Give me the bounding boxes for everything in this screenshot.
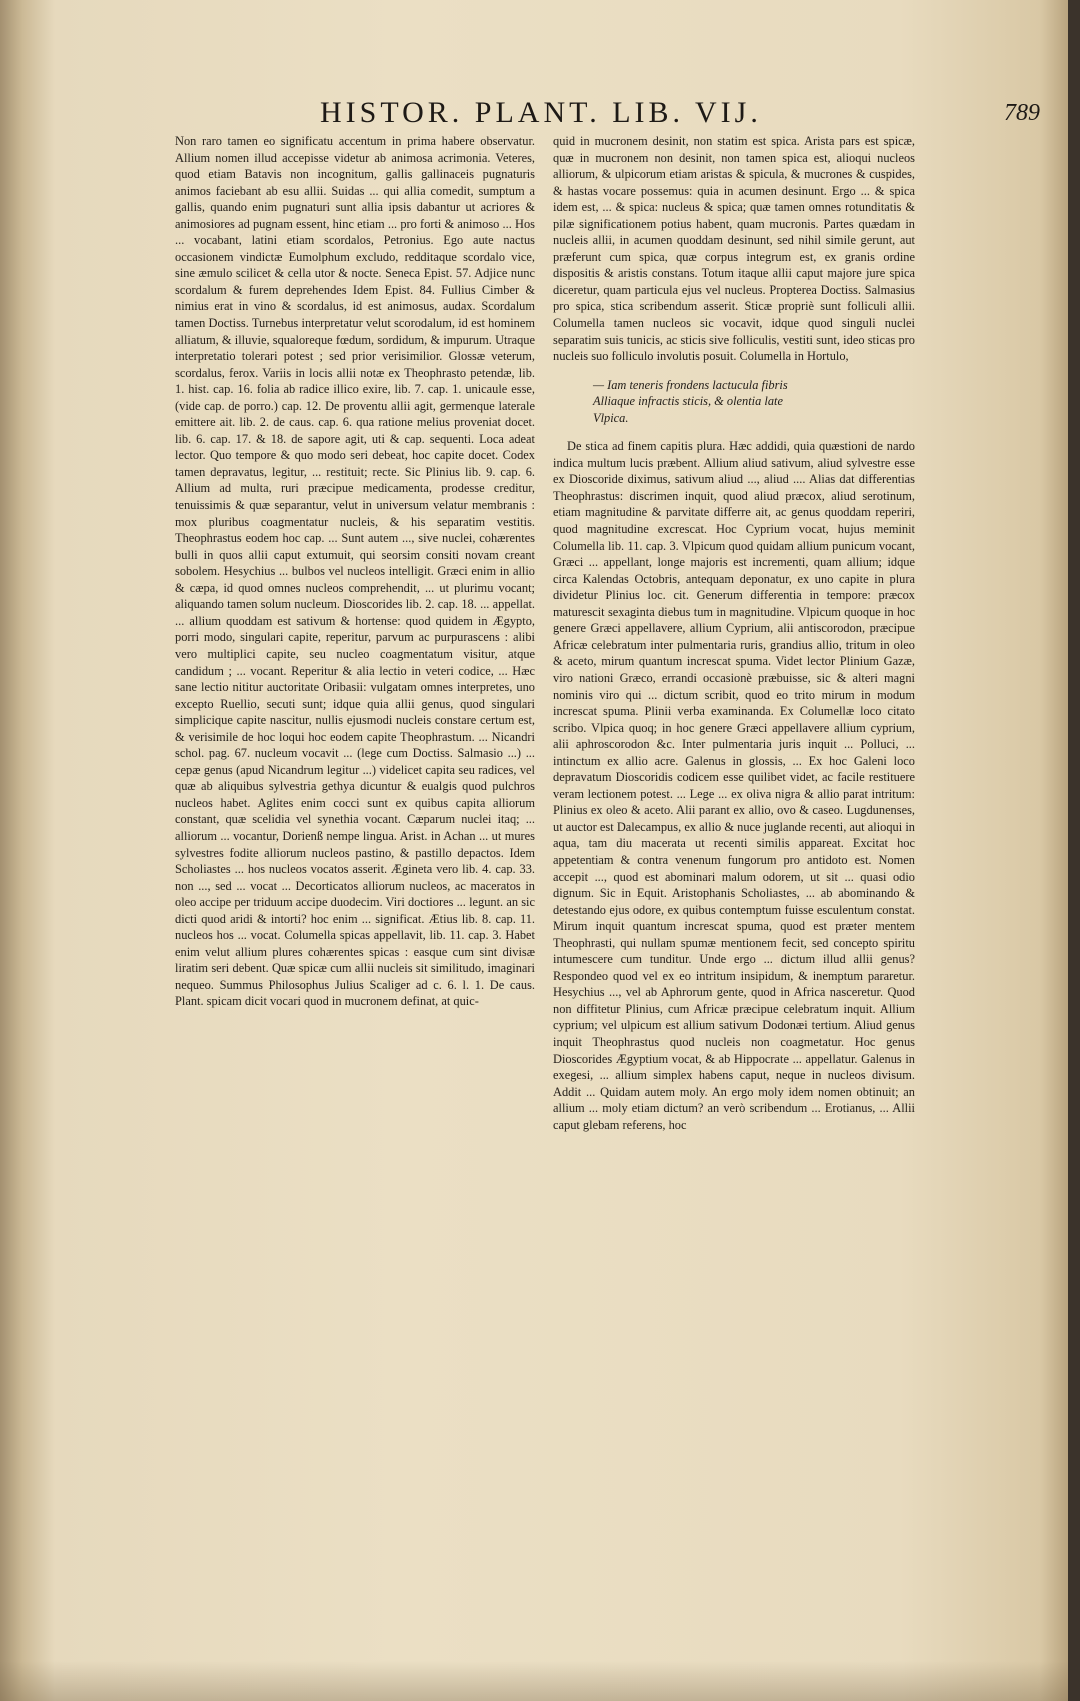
right-paragraph-2: De stica ad finem capitis plura. Hæc addidi, quia quæstioni de nardo indica multum lucis præbent. Allium aliud sativum, aliud sylvestre esse ex Dioscoride diximus, sativum aliud ..., aliud .... Alias dat differentias Theophrastus: discrimen inquit, quod aliud præcox, aliud serotinum, etiam magnitudine & parvitate differre ait, ac genus quoddam reperiri, quod magnitudine excrescat. Hoc Cyprium vocat, hujus meminit Columella lib. 11. cap. 3. Vlpicum quod quidam allium punicum vocant, Græci ... appellant, longe majoris est incrementi, quam allium; idque circa Kalendas Octobris, antequam deponatur, ex uno capite in plura dividetur Plinius loc. cit. Generum differentia in tempore: præcox maturescit sexaginta diebus tum in magnitudine. Vlpicum quoque in hoc genere Græci appellavere, allium Cyprium, alii antiscorodon, præcipue Africæ celebratum inter pulmentaria ruris, grandius allio, tritum in oleo & aceto, mirum quantum increscat spuma. Videt lector Plinium Gazæ, viro nationi Græco, errandi occasionè præbuisse, sic & alteri magni nominis viro qui ... dictum scribit, quod eo trito mirum in modum increscat spuma. Plinii verba examinanda. Ex Columellæ loco citato scribo. Vlpica quoq; in hoc genere Græci appellavere allium cyprium, alii aphroscorodon &c. Inter pulmentaria juris inquit ... Polluci, ... intinctum ex allio acre. Galenus in glossis, ... Ex hoc Galeni loco depravatum Dioscoridis codicem esse quilibet videt, ac facile restituere veram lectionem potest. ... Lege ... ex oliva nigra & allio parat intritum: Plinius ex oleo & aceto. Alii parant ex allio, ovo & caseo. Lugdunenses, ut auctor est Dalecampus, ex allio & nuce juglande recenti, aut alioqui in aqua, tam diu macerata ut recenti similis appareat. Excitat hoc appetentiam & contra venenum fungorum pro antidoto est. Nomen accepit ..., quod est abominari malum odorem, ut sit ... quasi odio dignum. Sic in Equit. Aristophanis Scholiastes, ... ab abominando & detestando ejus odore, ex quibus contemptum fuisse esculentum constat. Mirum inquit quantum increscat spuma, quod est præter mentem Theophrasti, qui nullam spumæ mentionem fecit, sed concepto spiritu intumescere cum tunditur. Unde ergo ... dictum illud allii genus? Respondeo quod vel ex eo intritum insipidum, & inemptum pararetur. Hesychius ..., vel ab Aphrorum gente, quod in Africa nasceretur. Quod non diffitetur Plinius, cum Africæ præcipue celebratum inquit. Allium cyprium; vel ulpicum est allium sativum Dodonæi tertium. Aliud genus inquit Theophrastus quod nucleis non coagmetatur. Hoc genus Dioscorides Ægyptium vocat, & ab Hippocrate ... appellatur. Galenus in exegesi, ... allium simplex habens caput, neque in nucleos divisum. Addit ... Quidam autem moly. An ergo moly idem nomen obtinuit; an allium ... moly etiam dictum? an verò scribendum ... Erotianus, ... Allii caput glebam referens, hoc — [553, 439, 915, 1132]
quote-line-2: Alliaque infractis sticis, & olentia late — [593, 394, 783, 409]
quote-line-1: — Iam teneris frondens lactucula fibris — [593, 377, 788, 392]
verse-quote — [593, 377, 915, 427]
running-title: HISTOR. PLANT. LIB. VIJ. — [320, 96, 762, 129]
page-number: 789 — [1004, 100, 1040, 126]
left-column-text: Non raro tamen eo significatu accentum in prima habere observatur. Allium nomen illud accepisse videtur ab animosa acrimonia. Veteres, quod etiam Batavis non incognitum, gallis gallinaceis pugnaturis animos faciebant ab esu allii. Suidas ... qui allia comedit, sumptum a gallis, quando enim pugnaturi sunt allia ipsis dabantur ut acriores & animosiores ad pugnam essent, hinc etiam ... pro forti & animoso ... Hos ... vocabant, latini etiam scordalos, Petronius. Ego aute nactus occasionem vindictæ Eumolphum excludo, redditaque scordalo vice, sine æmulo scilicet & cella utor & nocte. Seneca Epist. 57. Adjice nunc scordalum & furem deprehendes Idem Epist. 84. Fullius Cimber & nimius erat in vino & scordalus, id est animosus, audax. Scordalum tamen Doctiss. Turnebus interpretatur velut scorodalum, id est hominem alliatum, & illuvie, squaloreque fœdum, sordidum, & impurum. Utraque interpretatio tolerari potest ; sed prior verisimilior. Glossæ veterum, scordalus, ferox. Variis in locis allii notæ ex Theophrasto petendæ, lib. 1. hist. cap. 16. folia ab radice illico exire, lib. 7. cap. 1. unicaule esse, (vide cap. de porro.) cap. 12. De proventu allii agit, germenque laterale emittere ait. lib. 2. de caus. cap. 6. qua ratione melius proveniat docet. lib. 6. cap. 17. & 18. de sapore agit, uti & cap. sequenti. Loca adeat lector. Quo tempore & quo modo seri debeat, hoc capite docet. Codex tamen depravatus, legitur, ... restituit; recte. Sic Plinius lib. 9. cap. 6. Allium ad multa, ruri præcipue medicamenta, prodesse creditur, tenuissimis & quæ separantur, velut in universum velatur membranis : mox pluribus coagmentatur nucleis, & his separatim vestitis. Theophrastus eodem hoc cap. ... Sunt autem ..., sive nuclei, cohærentes bulli in quos allii caput extumuit, qui seorsim consiti novam creant sobolem. Hesychius ... bulbos vel nucleos intelligit. Græci enim in allio & cæpa, id quod omnes nucleos comprehendit, ... ut plurimu vocant; aliquando tamen solum nucleum. Dioscorides lib. 2. cap. 18. ... appellat. ... allium quoddam est sativum & hortense: quod quidem in Ægypto, porri modo, singulari capite, reperitur, parvum ac purpurascens : alibi vero multiplici capite, seu nucleo coagmentatum visitur, atque candidum ; ... vocant. Reperitur & alia lectio in veteri codice, ... Hæc sane lectio nititur auctoritate Oribasii: vulgatam omnes interpretes, uno excepto Ruellio, secuti sunt; idque quia allii genus, quod singulari simplicique capite nascitur, nullis ejusmodi nucleis constare certum est, & verisimile de hoc loqui hoc eodem capite Theophrastum. ... Nicandri schol. pag. 67. nucleum vocavit ... (lege cum Doctiss. Salmasio ...) ... cepæ genus (apud Nicandrum legitur ...) videlicet capita seu radices, vel quæ ab aliquibus sylvestria gethya dicuntur & eualgis quod pulchros nucleos habet. Aglites enim cocci sunt ex quibus capita alliorum constant, quæ scelidia vel synethia vocant. Cæparum nuclei itaq; ... alliorum ... vocantur, Dorienß nempe lingua. Arist. in Achan ... ut mures sylvestres fodite alliorum nucleos pastino, & pastillo depactos. Idem Scholiastes ... hos nucleos vocatos asserit. Ægineta vero lib. 4. cap. 33. non ..., sed ... vocat ... Decorticatos alliorum nucleos, ac maceratos in oleo accipe per triduum accipe duodecim. Viri doctiores ... legunt. an sic dicti quod aridi & intorti? hoc enim ... significat. Ætius lib. 8. cap. 11. nucleos hos ... vocat. Columella spicas appellavit, lib. 11. cap. 3. Habet enim velut allium plures cohærentes spicas : easque cum sint divisæ liratim seri debent. Quæ spicæ cum allii nucleis sit similitudo, imaginari nequeo. Summus Philosophus Julius Scaliger ad c. 6. l. 1. De caus. Plant. spicam dicit vocari quod in mucronem definat, at quic- — [175, 134, 535, 1009]
right-paragraph-1: quid in mucronem desinit, non statim est spica. Arista pars est spicæ, quæ in mucronem non desinit, non tamen spica est, alioqui nucleos alliorum, & ulpicorum etiam aristas & spicula, & mucrones & cuspides, & hastas vocare possemus: quia in acumen desinunt. Ergo ... & spica idem est, ... & spica: nucleus & spica; quæ tamen omnes rotunditatis & pilæ significationem potius habent, quam mucronis. Partes quædam in nucleis allii, in acumen quoddam desinunt, sed nihil simile gerunt, aut præferunt cum spica, quæ corpus integrum est, ex granis ordine dispositis & aristis constans. Totum itaque allii caput majore jure spica diceretur, quam particula ejus vel nucleus. Propterea Doctiss. Salmasius pro spica, stica scribendum asserit. Sticæ propriè sunt folliculi allii. Columella tamen nucleos sic vocavit, idque quod singuli nuclei separatim suis tunicis, ac sticis sive folliculis, vestiti sunt, ideo sticas pro nucleis suo folliculo involutis posuit. Columella in Hortulo, — [553, 134, 915, 364]
right-text-column — [553, 133, 915, 1573]
page-edge — [1068, 0, 1080, 1701]
quote-line-3: Vlpica. — [593, 410, 629, 425]
left-text-column — [175, 133, 535, 1573]
